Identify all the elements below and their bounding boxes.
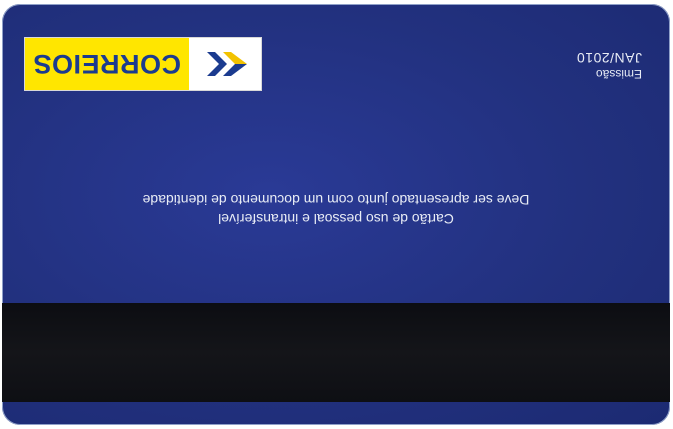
issue-date-block bbox=[577, 49, 642, 81]
issue-date-value: JAN/2010 bbox=[576, 50, 642, 66]
usage-notice-line-2: Deve ser apresentado junto com um documento de identidade bbox=[142, 192, 530, 208]
usage-notice-line-1: Cartão de uso pessoal e intransferível bbox=[218, 211, 454, 227]
card-content-rotated bbox=[2, 4, 670, 425]
magnetic-stripe bbox=[2, 303, 670, 402]
correios-wordmark: CORREIOS bbox=[32, 49, 182, 80]
correios-logo bbox=[24, 37, 262, 91]
issue-date-label: Emissão bbox=[595, 67, 642, 81]
card-back bbox=[2, 4, 670, 425]
usage-notice bbox=[2, 190, 670, 228]
correios-arrows-icon bbox=[189, 38, 261, 90]
